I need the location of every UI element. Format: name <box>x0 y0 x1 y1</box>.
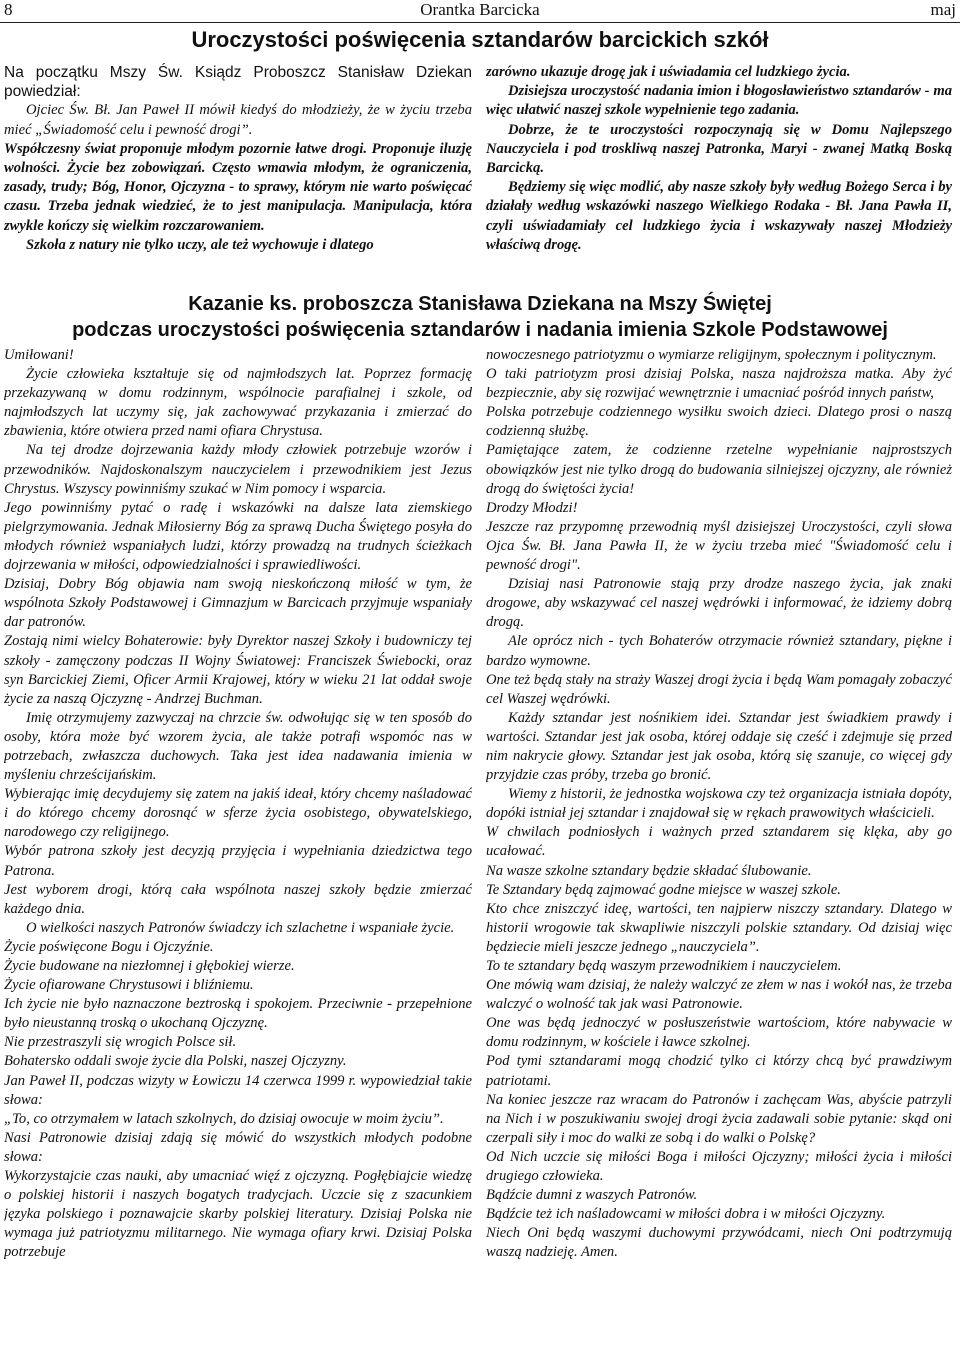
article1-paragraph: Będziemy się więc modlić, aby nasze szkoły były według Bożego Serca i by działały według wskazówki naszego Wielkiego Rodaka - Bł. Jana Pawła II, czyli uświadamiały cel ludzkiego życia i wskazywały naszej Młodzieży właściwą drogę. <box>486 179 952 253</box>
article1-paragraph: zarówno ukazuje drogę jak i uświadamia cel ludzkiego życia. <box>486 64 851 80</box>
article1-left-column <box>4 63 472 278</box>
sermon-paragraph: Pamiętające zatem, że codzienne rzetelne wypełnianie najprostszych obowiązków jest nie tylko drogą do budowania silniejszej ojczyzny, ale również drogą do świętości życia! <box>486 442 952 497</box>
sermon-quote: „To, co otrzymałem w latach szkolnych, do dzisiaj owocuje w moim życiu”. <box>4 1110 444 1127</box>
sermon-paragraph: Imię otrzymujemy zazwyczaj na chrzcie św. odwołując się w ten sposób do osoby, która może być wzorem życia, ale także potrafi wspomóc nas w potrzebach, zwłaszcza duchowych. Taka jest idea nadawania imienia w myśleniu chrześcijańskim. <box>4 709 472 784</box>
sermon-paragraph: Na tej drodze dojrzewania każdy młody człowiek potrzebuje wzorów i przewodników. Najdoskonalszym nauczycielem i przewodnikiem jest Jezus Chrystus. Wszyscy powinniśmy szukać w Nim pomocy i wsparcia. <box>4 442 472 497</box>
sermon-paragraph: One was będą jednoczyć w posłuszeństwie wartościom, które nabywacie w domu rodzinnym, w kościele i ławce szkolnej. <box>486 1015 952 1051</box>
article1-paragraph: Ojciec Św. Bł. Jan Paweł II mówił kiedyś do młodzieży, że w życiu trzeba mieć „Świadomość celu i pewność drogi”. <box>4 102 472 138</box>
article1-title: Uroczystości poświęcenia sztandarów barcickich szkół <box>191 27 769 52</box>
sermon-paragraph: W chwilach podniosłych i ważnych przed sztandarem się klęka, aby go ucałować. <box>486 824 952 860</box>
sermon-paragraph: Każdy sztandar jest nośnikiem idei. Sztandar jest świadkiem prawdy i wartości. Sztandar jest jak osoba, której oddaje się cześć i zdejmuje się przed nim nakrycie głowy. Sztandar jest jak osoba, którą się szanuje, co więcej gdy przyjdzie czas próby, trzeba go bronić. <box>486 709 952 784</box>
sermon-paragraph: Życie budowane na niezłomnej i głębokiej wierze. <box>4 958 295 974</box>
article1-paragraph: Współczesny świat proponuje młodym pozornie łatwe drogi. Proponuje iluzję wolności. Życie bez zobowiązań. Często wmawia młodym, że ograniczenia, zasady, trudy; Bóg, Honor, Ojczyzna - to sprawy, którym nie warto poświęcać czasu. Trzeba jednak wiedzieć, że to jest manipulacja. Manipulacja, która zwykle kończy się wielkim rozczarowaniem. <box>4 140 472 234</box>
sermon-paragraph: Jan Paweł II, podczas wizyty w Łowiczu 14 czerwca 1999 r. wypowiedział takie słowa: <box>4 1072 472 1108</box>
sermon-paragraph: Dzisiaj nasi Patronowie stają przy drodze naszego życia, jak znaki drogowe, aby wskazywać cel naszej wędrówki i informować, że idziemy dobrą drogą. <box>486 576 952 631</box>
magazine-name: Orantka Barcicka <box>420 0 540 19</box>
header-rule <box>0 22 960 23</box>
sermon-paragraph: Wiemy z historii, że jednostka wojskowa czy też organizacja istniała dopóty, dopóki istniał jej sztandar i znajdował się w rękach prawowitych właścicieli. <box>486 786 952 822</box>
sermon-paragraph: Jeszcze raz przypomnę przewodnią myśl dzisiejszej Uroczystości, czyli słowa Ojca Św. Bł. Jana Pawła II, że w życiu trzeba mieć "Świadomość celu i pewność drogi". <box>486 518 952 574</box>
sermon-paragraph: To te sztandary będą waszym przewodnikiem i nauczycielem. <box>486 958 842 974</box>
sermon-paragraph: Niech Oni będą waszymi duchowymi przywódcami, niech Oni podtrzymują waszą nadzieję. Amen. <box>486 1225 952 1261</box>
sermon-paragraph: Umiłowani! <box>4 347 74 363</box>
sermon-paragraph: Pod tymi sztandarami mogą chodzić tylko ci którzy chcą być prawdziwym patriotami. <box>486 1053 952 1089</box>
sermon-paragraph: Jest wyborem drogi, którą cała wspólnota naszej szkoły będzie zmierzać każdego dnia. <box>4 881 472 917</box>
sermon-paragraph: Ich życie nie było naznaczone beztroską i spokojem. Przeciwnie - przepełnione było nieustanną troską o ukochaną Ojczyznę. <box>4 996 472 1032</box>
sermon-paragraph: Te Sztandary będą zajmować godne miejsce w waszej szkole. <box>486 881 841 898</box>
sermon-paragraph: Drodzy Młodzi! <box>486 499 578 516</box>
issue-month: maj <box>930 0 956 19</box>
article1-paragraph: Dobrze, że te uroczystości rozpoczynają się w Domu Najlepszego Nauczyciela i pod troskliwą naszej Patronka, Maryi - zwanej Matką Boską Barcicką. <box>486 121 952 177</box>
sermon-paragraph: Wybór patrona szkoły jest decyzją przyjęcia i wypełniania dziedzictwa tego Patrona. <box>4 843 472 879</box>
sermon-paragraph: Nasi Patronowie dzisiaj zdają się mówić do wszystkich młodych podobne słowa: <box>4 1129 472 1165</box>
sermon-paragraph: nowoczesnego patriotyzmu o wymiarze religijnym, społecznym i politycznym. <box>486 347 937 363</box>
sermon-paragraph: Dzisiaj, Dobry Bóg objawia nam swoją nieskończoną miłość w tym, że wspólnota Szkoły Podstawowej i Gimnazjum w Barcicach przyjmuje wspaniały dar patronów. <box>4 576 472 631</box>
sermon-paragraph: One mówią wam dzisiaj, że należy walczyć ze złem w nas i wokół nas, że trzeba walczyć o wolność tak jak wasi Patronowie. <box>486 977 952 1013</box>
article1-intro: Na początku Mszy Św. Ksiądz Proboszcz Stanisław Dziekan powiedział: <box>4 64 472 101</box>
article2-left-column <box>4 346 472 1360</box>
sermon-paragraph: Życie człowieka kształtuje się od najmłodszych lat. Poprzez formację przekazywaną w domu rodzinnym, wspólnocie parafialnej i szkole, od najmłodszych lat uczymy się, jak zachowywać przykazania i zmierzać do zbawienia, które otwiera przed nami ofiara Chrystusa. <box>4 366 472 440</box>
article1-paragraph: Dzisiejsza uroczystość nadania imion i błogosławieństwo sztandarów - ma więc ułatwić naszej szkole wypełnienie tego zadania. <box>486 83 952 119</box>
page-number: 8 <box>4 0 13 19</box>
article2-right-column <box>486 346 952 1360</box>
sermon-paragraph: Na koniec jeszcze raz wracam do Patronów i zachęcam Was, abyście patrzyli na Nich i w poszukiwaniu swojej drogi życia zadawali sobie pytanie: skąd oni czerpali siły i moc do walki ze sobą i do walki o Polskę? <box>486 1091 952 1146</box>
sermon-paragraph: O taki patriotyzm prosi dzisiaj Polska, nasza najdroższa matka. Aby żyć bezpiecznie, aby się rozwijać wewnętrznie i umacniać pośród innych państw, <box>486 366 952 402</box>
sermon-paragraph: Życie poświęcone Bogu i Ojczyźnie. <box>4 938 214 955</box>
sermon-paragraph: Nie przestraszyli się wrogich Polsce sił. <box>4 1034 237 1051</box>
sermon-paragraph: Bohatersko oddali swoje życie dla Polski, naszej Ojczyzny. <box>4 1053 347 1070</box>
sermon-paragraph: Jego powinniśmy pytać o radę i wskazówki na dalsze lata ziemskiego pielgrzymowania. Jednak Miłosierny Bóg za sprawą Ducha Świętego posyła do młodych również wspaniałych ludzi, którzy prowadzą na trudnych ścieżkach dojrzewania w miłości, odpowiedzialności i sprawiedliwości. <box>4 499 472 574</box>
sermon-paragraph: Wykorzystajcie czas nauki, aby umacniać więź z ojczyzną. Pogłębiajcie wiedzę o polskiej historii i naszych bogatych tradycjach. Uczcie się z szacunkiem języka polskiego i poznawajcie skarby polskiej literatury. Dzisiaj Polska nie wymaga już patriotyzmu militarnego. Nie wymaga ofiary krwi. Dzisiaj Polska potrzebuje <box>4 1168 472 1261</box>
sermon-paragraph: One też będą stały na straży Waszej drogi życia i będą Wam pomagały zobaczyć cel Waszej wędrówki. <box>486 671 952 707</box>
article1-paragraph: Szkoła z natury nie tylko uczy, ale też wychowuje i dlatego <box>26 236 374 253</box>
sermon-paragraph: Od Nich uczcie się miłości Boga i miłości Ojczyzny; miłości życia i miłości drugiego człowieka. <box>486 1148 952 1185</box>
article2-title-line2: podczas uroczystości poświęcenia sztandarów i nadania imienia Szkole Podstawowej <box>72 319 888 341</box>
sermon-paragraph: Na wasze szkolne sztandary będzie składać ślubowanie. <box>486 862 812 879</box>
sermon-paragraph: Wybierając imię decydujemy się zatem na jakiś ideał, który chcemy naśladować i do którego chcemy dorosnąć w sferze życia osobistego, obywatelskiego, narodowego czy religijnego. <box>4 786 472 841</box>
article2-title <box>0 291 960 343</box>
sermon-paragraph: Życie ofiarowane Chrystusowi i bliźniemu. <box>4 977 254 994</box>
article2-title-line1: Kazanie ks. proboszcza Stanisława Dziekana na Mszy Świętej <box>188 293 772 315</box>
article1-right-column <box>486 63 952 278</box>
sermon-paragraph: Kto chce zniszczyć ideę, wartości, ten najpierw niszczy sztandary. Dlatego w historii wrogowie tak skwapliwie niszczyli polskie sztandary. Od dzisiaj więc będziecie mieli jeszcze jednego „nauczyciela”. <box>486 900 952 955</box>
sermon-paragraph: Bądźcie dumni z waszych Patronów. <box>486 1187 698 1204</box>
sermon-paragraph: Zostają nimi wielcy Bohaterowie: były Dyrektor naszej Szkoły i budowniczy tej szkoły - zamęczony podczas II Wojny Światowej: Franciszek Świebocki, oraz syn Barcickiej Ziemi, Oficer Armii Krajowej, który w wieku 21 lat oddał swoje życie za naszą Ojczyznę - Andrzej Buchman. <box>4 633 472 707</box>
running-header <box>4 0 956 20</box>
sermon-paragraph: O wielkości naszych Patronów świadczy ich szlachetne i wspaniałe życie. <box>26 919 455 936</box>
sermon-paragraph: Ale oprócz nich - tych Bohaterów otrzymacie również sztandary, piękne i bardzo wymowne. <box>486 633 952 669</box>
sermon-paragraph: Bądźcie też ich naśladowcami w miłości dobra i w miłości Ojczyzny. <box>486 1206 886 1223</box>
sermon-paragraph: Polska potrzebuje codziennego wysiłku swoich dzieci. Dlatego prosi o naszą codzienną służbę. <box>486 404 952 440</box>
